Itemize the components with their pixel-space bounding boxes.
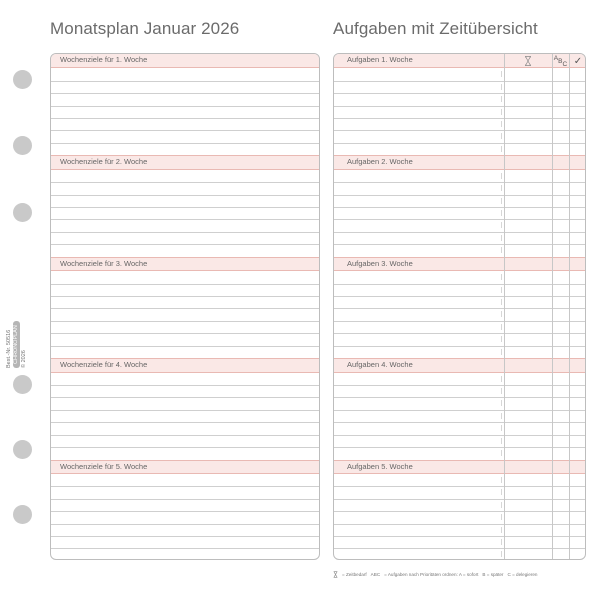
- legend-priority: = Aufgaben nach Prioritäten ordnen: A = sofort: [384, 571, 479, 577]
- ruled-line: [334, 93, 585, 94]
- ruled-line: [51, 486, 319, 487]
- time-tick-mark: [501, 477, 502, 483]
- ruled-line: [51, 321, 319, 322]
- priority-column-divider: [552, 54, 553, 559]
- task-week-header: Aufgaben 1. Woche: [334, 54, 585, 68]
- ruled-line: [51, 397, 319, 398]
- ruled-line: [334, 333, 585, 334]
- ruled-line: [334, 143, 585, 144]
- time-tick-mark: [501, 109, 502, 115]
- checkmark-icon: ✓: [573, 55, 583, 67]
- ruled-line: [51, 511, 319, 512]
- week-goals-section: [51, 257, 319, 358]
- ruled-line: [334, 182, 585, 183]
- time-tick-mark: [501, 514, 502, 520]
- ruled-line: [51, 447, 319, 448]
- ruled-line: [51, 143, 319, 144]
- week-goals-section: [51, 54, 319, 155]
- ruled-line: [334, 321, 585, 322]
- time-column-header: [504, 54, 552, 68]
- ruled-line: [51, 499, 319, 500]
- done-column-header: [569, 54, 586, 68]
- ruled-line: [334, 524, 585, 525]
- time-tick-mark: [501, 376, 502, 382]
- time-tick-mark: [501, 222, 502, 228]
- ruled-line: [51, 118, 319, 119]
- ruled-line: [51, 308, 319, 309]
- ruled-line: [334, 435, 585, 436]
- week-goals-header: Wochenziele für 2. Woche: [51, 155, 319, 169]
- brand-pill: CHRONOPLAN: [13, 321, 20, 368]
- time-tick-mark: [501, 185, 502, 191]
- binder-hole: [13, 70, 32, 89]
- ruled-line: [51, 106, 319, 107]
- time-tick-mark: [501, 235, 502, 241]
- page-title-monthly-plan: Monatsplan Januar 2026: [50, 19, 240, 38]
- task-week-section: [334, 460, 585, 560]
- ruled-line: [334, 536, 585, 537]
- ruled-line: [334, 81, 585, 82]
- time-tick-mark: [501, 146, 502, 152]
- ruled-line: [51, 244, 319, 245]
- task-week-section: [334, 54, 585, 155]
- task-week-header: Aufgaben 4. Woche: [334, 358, 585, 372]
- time-tick-mark: [501, 71, 502, 77]
- ruled-line: [51, 296, 319, 297]
- ruled-line: [51, 410, 319, 411]
- priority-c-label: C: [562, 60, 568, 68]
- time-tick-mark: [501, 299, 502, 305]
- time-tick-mark: [501, 551, 502, 557]
- time-tick-mark: [501, 489, 502, 495]
- ruled-line: [334, 130, 585, 131]
- ruled-line: [334, 397, 585, 398]
- task-overview-panel: [333, 53, 586, 560]
- order-number-text: Best.-Nr. 50516: [6, 329, 12, 368]
- ruled-line: [51, 284, 319, 285]
- time-tick-mark: [501, 311, 502, 317]
- ruled-line: [51, 207, 319, 208]
- task-week-header: Aufgaben 2. Woche: [334, 155, 585, 169]
- time-tick-mark: [501, 425, 502, 431]
- time-tick-mark: [501, 539, 502, 545]
- ruled-line: [51, 524, 319, 525]
- time-tick-mark: [501, 247, 502, 253]
- ruled-line: [51, 435, 319, 436]
- time-tick-mark: [501, 400, 502, 406]
- ruled-line: [51, 232, 319, 233]
- ruled-line: [334, 511, 585, 512]
- binder-hole: [13, 375, 32, 394]
- time-tick-mark: [501, 336, 502, 342]
- legend-time: = Zeitbedarf: [342, 571, 367, 577]
- weekly-goals-panel: [50, 53, 320, 560]
- legend-footer: [333, 568, 598, 580]
- binder-hole: [13, 203, 32, 222]
- ruled-line: [51, 548, 319, 549]
- page-title-task-overview: Aufgaben mit Zeitübersicht: [333, 19, 538, 38]
- week-goals-section: [51, 358, 319, 459]
- time-tick-mark: [501, 287, 502, 293]
- ruled-line: [51, 422, 319, 423]
- time-tick-mark: [501, 121, 502, 127]
- task-week-section: [334, 257, 585, 358]
- binder-hole: [13, 505, 32, 524]
- priority-column-header: [552, 54, 569, 68]
- ruled-line: [51, 536, 319, 537]
- week-goals-header: Wochenziele für 1. Woche: [51, 54, 319, 68]
- ruled-line: [334, 410, 585, 411]
- ruled-line: [334, 548, 585, 549]
- time-tick-mark: [501, 84, 502, 90]
- ruled-line: [334, 118, 585, 119]
- priority-a-label: A: [553, 54, 559, 62]
- time-tick-mark: [501, 450, 502, 456]
- ruled-line: [334, 296, 585, 297]
- task-week-section: [334, 358, 585, 459]
- ruled-line: [334, 284, 585, 285]
- hourglass-icon: [333, 571, 338, 578]
- time-tick-mark: [501, 527, 502, 533]
- week-goals-header: Wochenziele für 4. Woche: [51, 358, 319, 372]
- time-tick-mark: [501, 133, 502, 139]
- time-tick-mark: [501, 96, 502, 102]
- time-tick-mark: [501, 198, 502, 204]
- ruled-line: [51, 195, 319, 196]
- legend-c: C = delegieren: [507, 571, 538, 577]
- ruled-line: [334, 207, 585, 208]
- ruled-line: [51, 130, 319, 131]
- ruled-line: [51, 385, 319, 386]
- task-week-header: Aufgaben 3. Woche: [334, 257, 585, 271]
- binder-hole: [13, 136, 32, 155]
- ruled-line: [334, 232, 585, 233]
- week-goals-section: [51, 155, 319, 256]
- time-tick-mark: [501, 173, 502, 179]
- time-tick-mark: [501, 388, 502, 394]
- ruled-line: [334, 447, 585, 448]
- ruled-line: [51, 93, 319, 94]
- week-goals-section: [51, 460, 319, 560]
- ruled-line: [334, 195, 585, 196]
- time-tick-mark: [501, 274, 502, 280]
- ruled-line: [334, 422, 585, 423]
- time-tick-mark: [501, 324, 502, 330]
- ruled-line: [51, 182, 319, 183]
- ruled-line: [334, 385, 585, 386]
- copyright-text: © 2026: [21, 350, 27, 368]
- task-week-section: [334, 155, 585, 256]
- ruled-line: [51, 346, 319, 347]
- week-goals-header: Wochenziele für 3. Woche: [51, 257, 319, 271]
- time-tick-mark: [501, 210, 502, 216]
- ruled-line: [334, 499, 585, 500]
- hourglass-icon: [524, 56, 532, 66]
- time-column-divider: [504, 54, 505, 559]
- order-number-label: [5, 268, 35, 368]
- week-goals-header: Wochenziele für 5. Woche: [51, 460, 319, 474]
- ruled-line: [334, 486, 585, 487]
- legend-priority-icon: ABC: [370, 571, 381, 577]
- ruled-line: [51, 219, 319, 220]
- task-week-header: Aufgaben 5. Woche: [334, 460, 585, 474]
- ruled-line: [51, 81, 319, 82]
- ruled-line: [51, 333, 319, 334]
- time-tick-mark: [501, 349, 502, 355]
- ruled-line: [334, 244, 585, 245]
- ruled-line: [334, 346, 585, 347]
- done-column-divider: [569, 54, 570, 559]
- legend-b: B = später: [482, 571, 504, 577]
- ruled-line: [334, 219, 585, 220]
- ruled-line: [334, 308, 585, 309]
- time-tick-mark: [501, 413, 502, 419]
- priority-b-label: B: [558, 57, 563, 65]
- time-tick-mark: [501, 502, 502, 508]
- ruled-line: [334, 106, 585, 107]
- time-tick-mark: [501, 438, 502, 444]
- binder-hole: [13, 440, 32, 459]
